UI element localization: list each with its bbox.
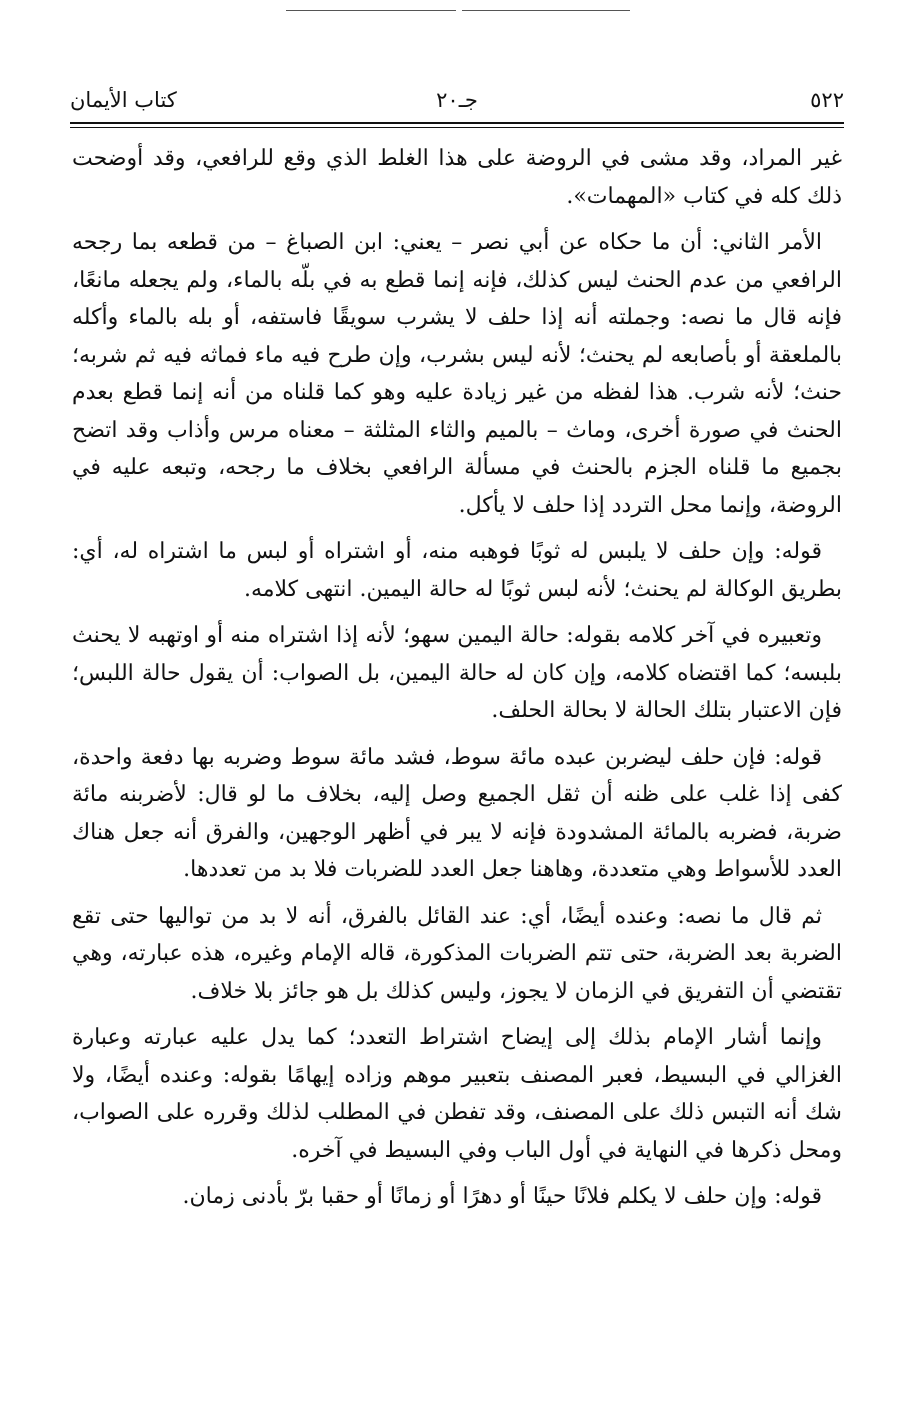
paragraph-6: ثم قال ما نصه: وعنده أيضًا، أي: عند القائل بالفرق، أنه لا بد من تواليها حتى تقع الضربة بعد الضربة، حتى تتم الضربات المذكورة، قاله الإمام وغيره، هذه عبارته، وهي تقتضي أن التفريق في الزمان لا يجوز، وليس كذلك بل هو جائز بلا خلاف. [72, 903, 842, 1004]
paragraph-3: قوله: وإن حلف لا يلبس له ثوبًا فوهبه منه، أو اشتراه أو لبس ما اشتراه له، أي: بطريق الوكالة لم يحنث؛ لأنه لبس ثوبًا له حالة اليمين. انتهى كلامه. [72, 539, 842, 602]
book-title: كتاب الأيمان [70, 88, 177, 112]
running-header [70, 84, 844, 116]
paragraph-4: وتعبيره في آخر كلامه بقوله: حالة اليمين سهو؛ لأنه إذا اشتراه منه أو اوتهبه لا يحنث بلبسه؛ كما اقتضاه كلامه، وإن كان له حالة اليمين، بل الصواب: أن يقول حالة اللبس؛ فإن الاعتبار بتلك الحالة لا بحالة الحلف. [72, 623, 842, 723]
paragraph-7: وإنما أشار الإمام بذلك إلى إيضاح اشتراط التعدد؛ كما يدل عليه عبارته وعبارة الغزالي في البسيط، فعبر المصنف بتعبير موهم وزاده إيهامًا بقوله: وعنده أيضًا، ولا شك أنه التبس ذلك على المصنف، وقد تفطن في المطلب لذلك وقرره على الصواب، ومحل ذكرها في النهاية في أول الباب وفي البسيط في آخره. [72, 1025, 842, 1163]
volume-number: جـ٢٠ [436, 88, 478, 112]
top-divider-right [462, 10, 630, 11]
paragraph-1: غير المراد، وقد مشى في الروضة على هذا الغلط الذي وقع للرافعي، وقد أوضحت ذلك كله في كتاب «المهمات». [72, 146, 843, 209]
header-rule-thin [70, 127, 844, 128]
top-divider-left [286, 10, 456, 11]
paragraph-2: الأمر الثاني: أن ما حكاه عن أبي نصر – يعني: ابن الصباغ – من قطعه بما رجحه الرافعي من عدم الحنث ليس كذلك، فإنه إنما قطع به في بلّه بالماء، ولم يجعله مانعًا، فإنه قال ما نصه: وجملته أنه إذا حلف لا يشرب سويقًا فاستفه، أو بله بالماء وأكله بالملعقة أو بأصابعه لم يحنث؛ لأنه ليس بشرب، وإن طرح فيه ماء فماثه فيه ثم شربه؛ حنث؛ لأنه شرب. هذا لفظه من غير زيادة عليه وهو كما قلناه من أنه إنما قطع بعدم الحنث في صورة أخرى، وماث – بالميم والثاء المثلثة – معناه مرس وأذاب وقد اتضح بجميع ما قلناه الجزم بالحنث في مسألة الرافعي بخلاف ما رجحه، وتبعه عليه في الروضة، وإنما محل التردد إذا حلف لا يأكل. [72, 230, 842, 518]
header-rule [70, 122, 844, 124]
page-body [72, 140, 842, 1225]
paragraph-8: قوله: وإن حلف لا يكلم فلانًا حينًا أو دهرًا أو زمانًا أو حقبا برّ بأدنى زمان. [182, 1184, 822, 1209]
page-number: ٥٢٢ [810, 88, 844, 112]
paragraph-5: قوله: فإن حلف ليضربن عبده مائة سوط، فشد مائة سوط وضربه بها دفعة واحدة، كفى إذا غلب على ظنه أن ثقل الجميع وصل إليه، بخلاف ما لو قال: لأضربنه مائة ضربة، فضربه بالمائة المشدودة فإنه لا يبر في أظهر الوجهين، والفرق أنه جعل هناك العدد للأسواط وهي متعددة، وهاهنا جعل العدد للضربات فلا بد من تعددها. [72, 744, 842, 882]
